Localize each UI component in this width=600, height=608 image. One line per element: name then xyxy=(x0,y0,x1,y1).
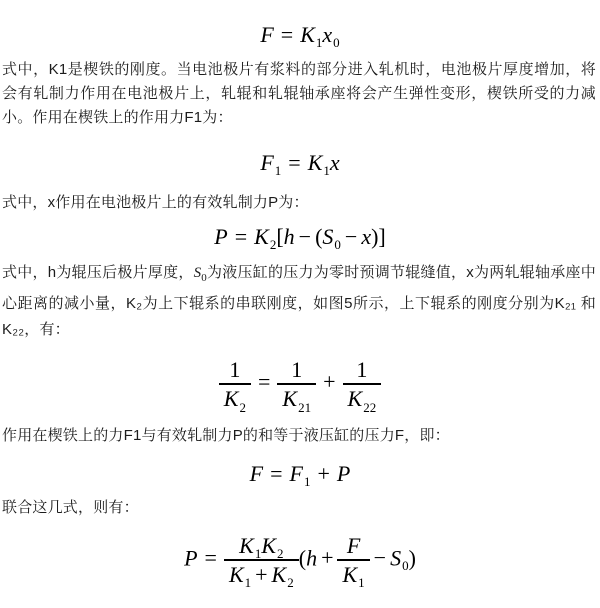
fraction xyxy=(277,357,316,415)
math-subscript: 2 xyxy=(269,237,277,253)
math-subscript: 0 xyxy=(402,558,409,574)
fraction-denominator xyxy=(219,385,251,415)
math-var: S xyxy=(322,224,334,249)
plus-sign: + xyxy=(321,544,334,570)
plus-sign: + xyxy=(323,369,336,395)
math-subscript: 1 xyxy=(274,163,282,179)
equals-sign: = xyxy=(257,369,271,395)
math-var: F xyxy=(260,150,274,175)
paragraph-4: 作用在楔铁上的力F1与有效轧制力P的和等于液压缸的压力F，即： xyxy=(2,426,450,444)
math-var: P xyxy=(336,460,351,486)
fraction xyxy=(343,357,382,415)
equals-sign: = xyxy=(204,544,217,570)
math-var: K xyxy=(342,561,358,587)
equation-5 xyxy=(0,461,600,487)
fraction-denominator xyxy=(337,561,369,591)
math-var: K xyxy=(228,561,244,587)
math-subscript: 1 xyxy=(254,545,262,561)
equation-4 xyxy=(0,357,600,415)
fraction-denominator xyxy=(277,385,316,415)
minus-sign: − xyxy=(344,224,358,249)
paragraph-2: 式中，x作用在电池极片上的有效轧制力P为： xyxy=(2,194,309,211)
left-paren: ( xyxy=(315,224,323,249)
math-var: S xyxy=(193,265,202,281)
equation-3 xyxy=(0,224,600,253)
math-subscript: 1 xyxy=(303,473,311,489)
right-paren: ) xyxy=(408,544,416,570)
math-var: F xyxy=(289,460,303,486)
equation-2 xyxy=(0,150,600,179)
math-subscript: 0 xyxy=(334,237,341,253)
math-var: P xyxy=(214,224,228,249)
minus-sign: − xyxy=(298,224,312,249)
right-bracket: ] xyxy=(378,224,386,249)
math-subscript: 2 xyxy=(239,399,246,415)
math-var: K xyxy=(282,386,298,412)
math-var: h xyxy=(283,224,295,249)
math-subscript: 1 xyxy=(244,575,252,591)
math-subscript: 22 xyxy=(363,399,377,415)
equation-6 xyxy=(0,532,600,591)
plus-sign: + xyxy=(317,460,330,486)
paragraph-1: 式中，K1是楔铁的刚度。当电池极片有浆料的部分进入轧机时，电池极片厚度增加，将会有轧制力作用在电池极片上，轧辊和轧辊轴承座将会产生弹性变形，楔铁所受的力减小。作用在楔铁上的作用力F1为： xyxy=(2,61,596,126)
fraction xyxy=(337,532,369,591)
equals-sign: = xyxy=(234,224,248,249)
math-var: K xyxy=(254,224,269,249)
math-var: S xyxy=(390,544,402,570)
right-paren: ) xyxy=(371,224,379,249)
math-var: K xyxy=(261,532,277,558)
math-var: F xyxy=(249,460,264,486)
math-subscript: 0 xyxy=(333,35,340,51)
math-var: x xyxy=(322,22,333,47)
math-var: K xyxy=(307,150,323,175)
math-var: P xyxy=(184,544,198,570)
equals-sign: = xyxy=(288,150,301,175)
equation-1 xyxy=(0,0,600,51)
fraction-numerator: 1 xyxy=(343,357,382,385)
fraction-numerator xyxy=(224,533,299,561)
paragraph-3-text: 式中，h为辊压后极片厚度， xyxy=(2,264,194,281)
math-var: K xyxy=(239,532,254,558)
fraction xyxy=(224,532,299,591)
fraction-numerator: 1 xyxy=(219,357,251,385)
paragraph-3 xyxy=(0,260,600,343)
math-var: h xyxy=(306,544,318,570)
left-bracket: [ xyxy=(276,224,284,249)
paragraph-3-text: 为液压缸的压力为零时预调节辊缝值，x为两轧辊轴承座中心距离的减小量，K₂为上下辊系的串联刚度，如图5所示，上下辊系的刚度分别为K₂₁ 和K₂₂，有： xyxy=(2,264,596,338)
math-subscript: 2 xyxy=(277,545,284,561)
plus-sign: + xyxy=(255,561,268,587)
equals-sign: = xyxy=(270,460,283,486)
math-var: x xyxy=(329,150,340,175)
fraction-numerator: 1 xyxy=(277,357,316,385)
math-var: F xyxy=(346,532,361,558)
math-var: x xyxy=(361,224,372,249)
math-var: K xyxy=(223,386,239,412)
math-var: F xyxy=(260,22,274,47)
paragraph-5: 联合这几式，则有： xyxy=(2,498,139,516)
fraction-denominator xyxy=(224,561,299,591)
math-subscript: 2 xyxy=(287,575,294,591)
fraction xyxy=(219,357,251,415)
equals-sign: = xyxy=(280,22,294,47)
math-subscript: 1 xyxy=(315,35,323,51)
math-subscript: 1 xyxy=(323,163,330,179)
fraction-numerator xyxy=(337,533,369,561)
left-paren: ( xyxy=(298,544,307,570)
math-var: K xyxy=(300,22,315,47)
math-var: K xyxy=(271,561,287,587)
math-subscript: 1 xyxy=(358,575,365,591)
math-subscript: 0 xyxy=(201,272,207,284)
inline-math-S0 xyxy=(193,265,207,284)
fraction-denominator xyxy=(343,385,382,415)
math-var: K xyxy=(347,386,363,412)
minus-sign: − xyxy=(373,544,387,570)
math-subscript: 21 xyxy=(298,399,312,415)
